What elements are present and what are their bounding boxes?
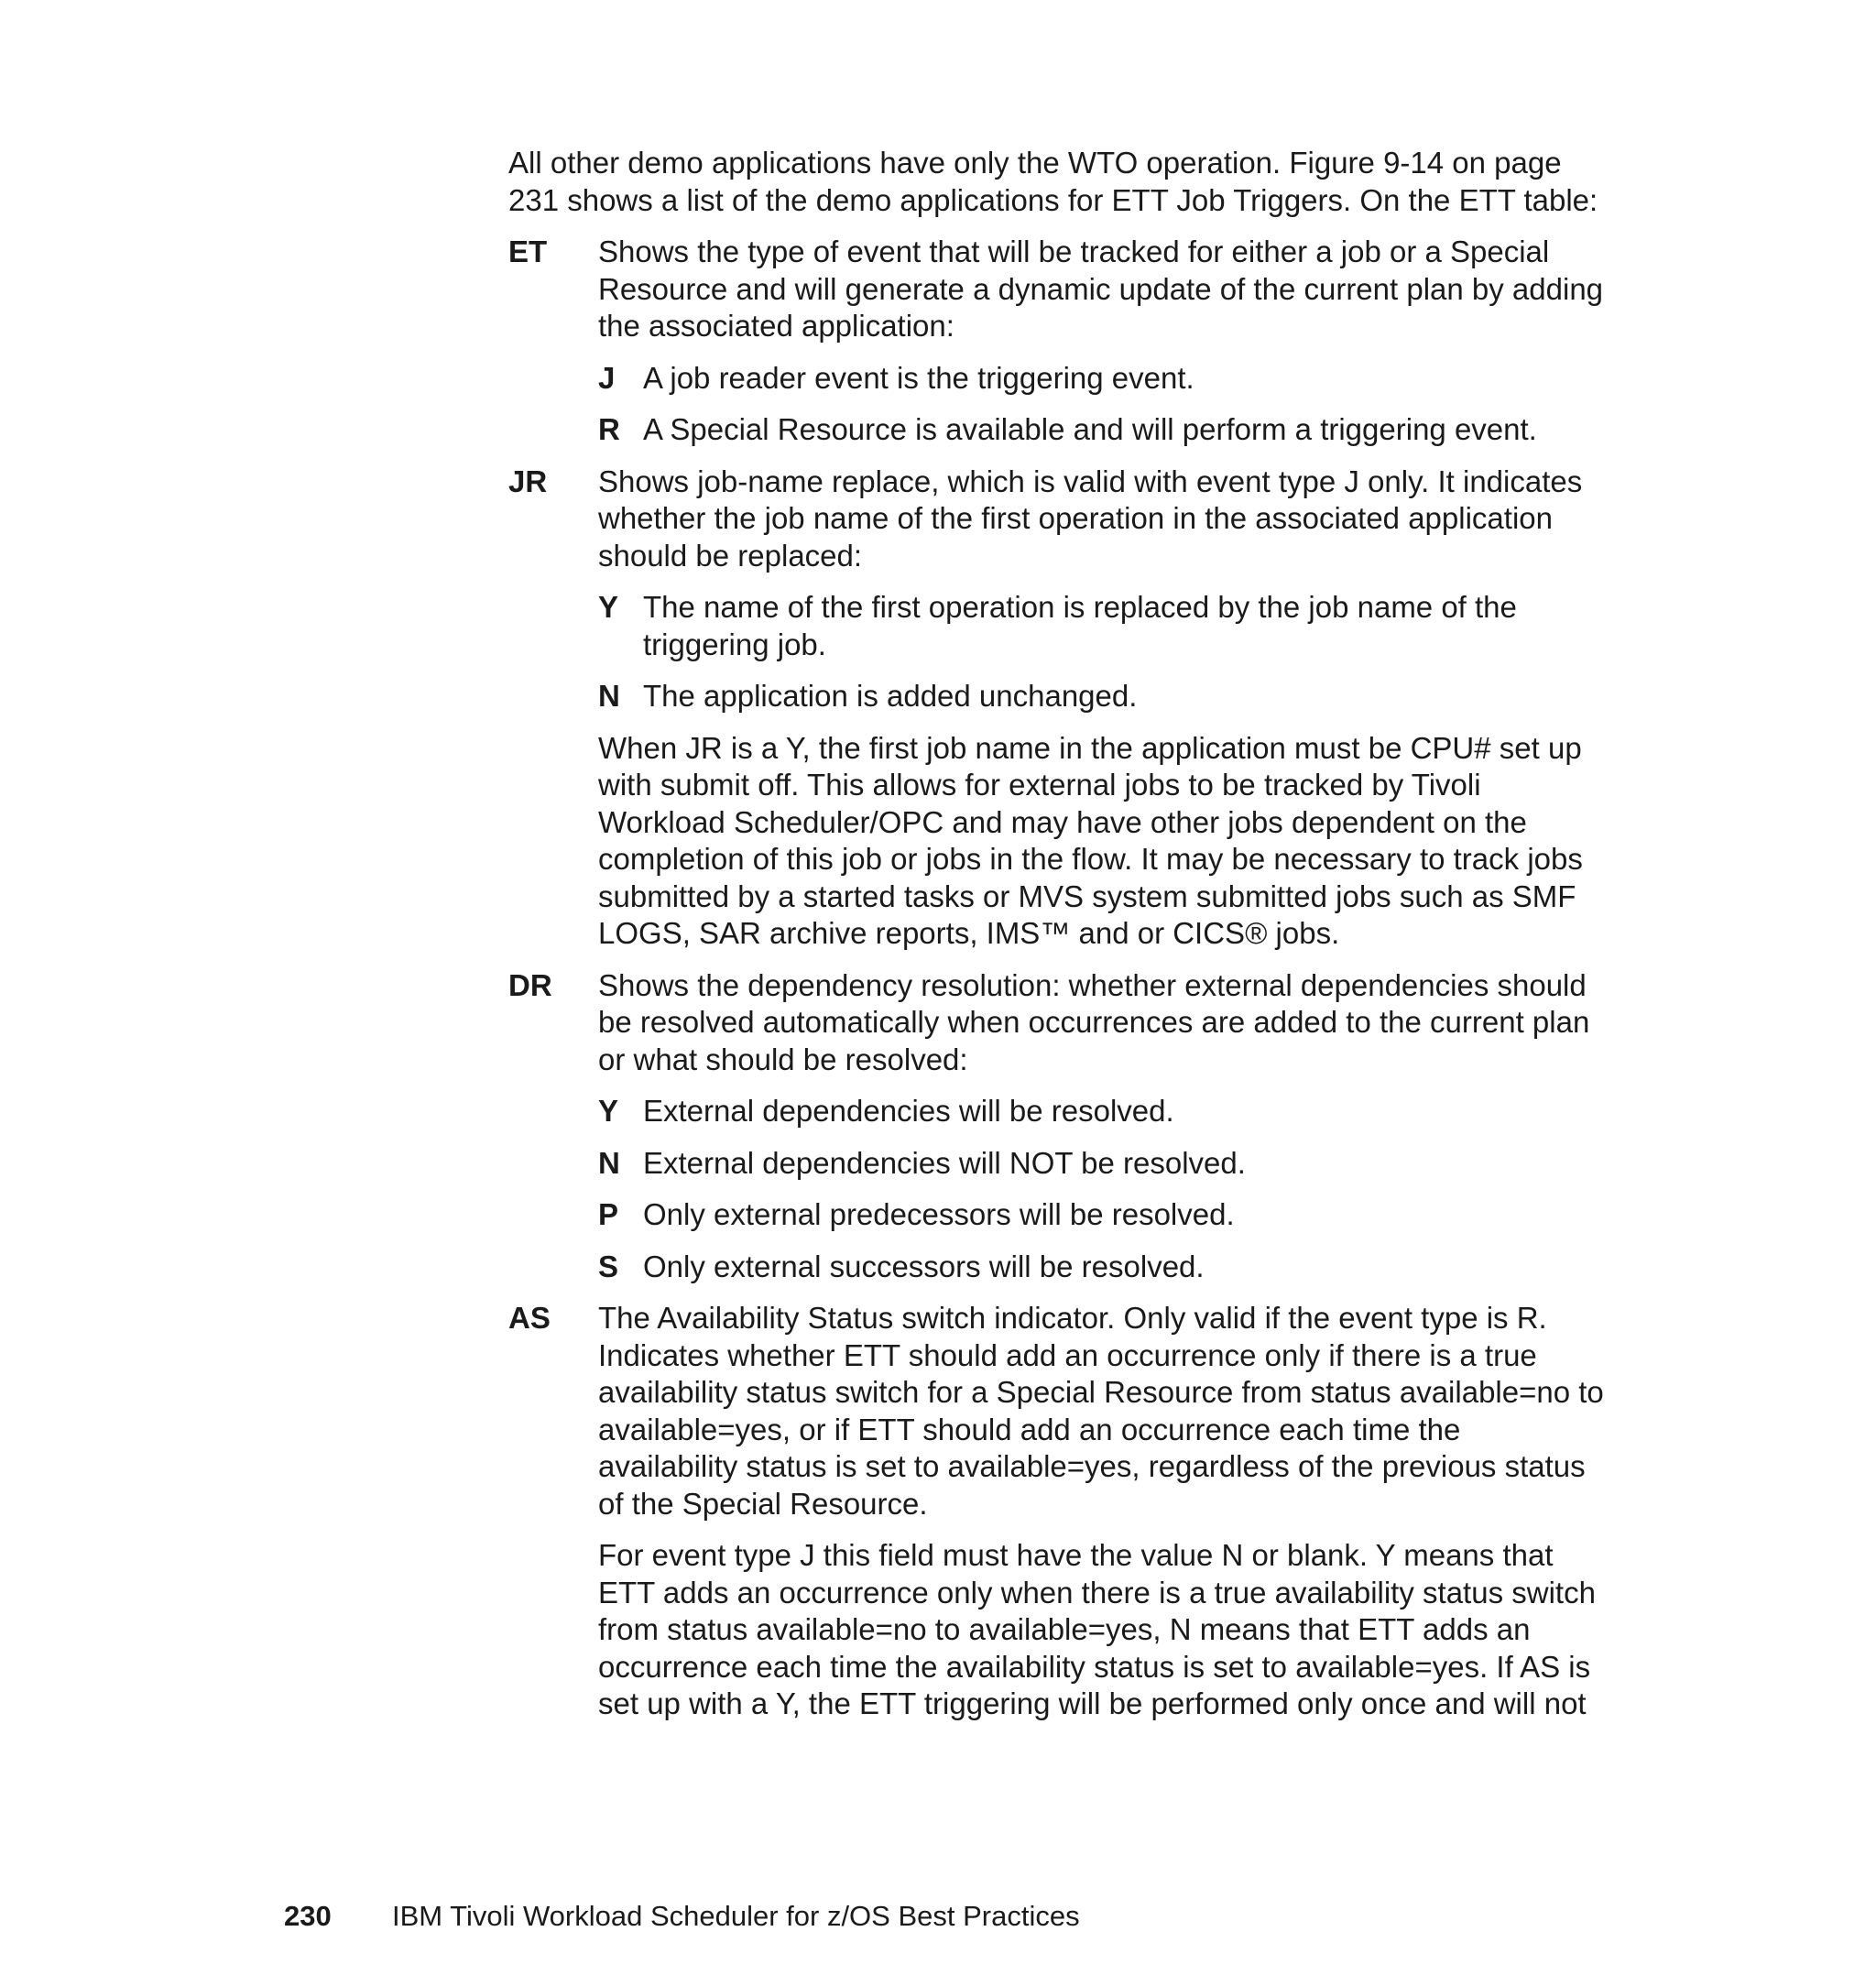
option-key: Y (598, 590, 619, 624)
definition-item-jr (508, 464, 1608, 953)
option-key: S (598, 1249, 619, 1283)
definition-description: Shows the dependency resolution: whether external dependencies should be resolved automatically when occurrences are added to the current plan or what should be resolved: (598, 967, 1590, 1076)
option-item (598, 411, 1608, 449)
definition-body (598, 464, 1608, 953)
option-item (598, 1249, 1608, 1286)
option-text: Only external predecessors will be resolved. (643, 1197, 1235, 1231)
option-key: N (598, 679, 620, 713)
definition-term: DR (508, 967, 552, 1002)
option-key: Y (598, 1094, 619, 1128)
option-item (598, 678, 1608, 715)
page-number: 230 (284, 1900, 332, 1932)
option-text: A Special Resource is available and will perform a triggering event. (643, 412, 1537, 446)
option-key: J (598, 360, 616, 395)
definition-item-as (508, 1300, 1608, 1723)
definition-body (598, 1300, 1608, 1723)
option-key: R (598, 412, 620, 446)
definition-description: The Availability Status switch indicator. Only valid if the event type is R. Indicates whether ETT should add an occurrence only if there is a true availability status switch for a Special Resource from status available=no to available=yes, or if ETT should add an occurrence each time the availability status is set to available=yes, regardless of the previous status of the Special Resource. (598, 1301, 1604, 1521)
definition-term: JR (508, 464, 548, 498)
definition-note: When JR is a Y, the first job name in the application must be CPU# set up with submit off. This allows for external jobs to be tracked by Tivoli Workload Scheduler/OPC and may have other jobs dependent on the completion of this job or jobs in the flow. It may be necessary to track jobs submitted by a started tasks or MVS system submitted jobs such as SMF LOGS, SAR archive reports, IMS™ and or CICS® jobs. (598, 730, 1583, 950)
option-text: The name of the first operation is replaced by the job name of the triggering job. (643, 590, 1517, 661)
option-text: External dependencies will be resolved. (643, 1094, 1174, 1128)
definition-body (598, 234, 1608, 449)
book-title: IBM Tivoli Workload Scheduler for z/OS Best Practices (392, 1900, 1080, 1932)
option-item (598, 1093, 1608, 1130)
page-footer (284, 1898, 1080, 1935)
option-item (598, 360, 1608, 398)
option-item (598, 1145, 1608, 1183)
option-key: N (598, 1145, 620, 1180)
option-text: External dependencies will NOT be resolved. (643, 1145, 1246, 1180)
definition-description: Shows job-name replace, which is valid with event type J only. It indicates whether the job name of the first operation in the associated application should be replaced: (598, 464, 1583, 573)
option-item (598, 1196, 1608, 1234)
definition-note: For event type J this field must have the value N or blank. Y means that ETT adds an occurrence only when there is a true availability status switch from status available=no to available=yes, N means that ETT adds an occurrence each time the availability status is set to available=yes. If AS is set up with a Y, the ETT triggering will be performed only once and will not (598, 1538, 1596, 1720)
main-content (508, 145, 1608, 1738)
definition-body (598, 967, 1608, 1286)
intro-paragraph: All other demo applications have only the WTO operation. Figure 9-14 on page 231 shows a list of the demo applications for ETT Job Triggers. On the ETT table: (508, 146, 1598, 217)
definition-list (508, 234, 1608, 1723)
definition-item-et (508, 234, 1608, 449)
option-item (598, 589, 1608, 663)
option-text: A job reader event is the triggering event. (643, 360, 1194, 395)
option-text: Only external successors will be resolved. (643, 1249, 1205, 1283)
definition-description: Shows the type of event that will be tracked for either a job or a Special Resource and will generate a dynamic update of the current plan by adding the associated application: (598, 235, 1604, 343)
definition-term: AS (508, 1301, 551, 1335)
option-key: P (598, 1197, 619, 1231)
definition-term: ET (508, 235, 548, 268)
definition-item-dr (508, 967, 1608, 1286)
option-text: The application is added unchanged. (643, 679, 1138, 713)
